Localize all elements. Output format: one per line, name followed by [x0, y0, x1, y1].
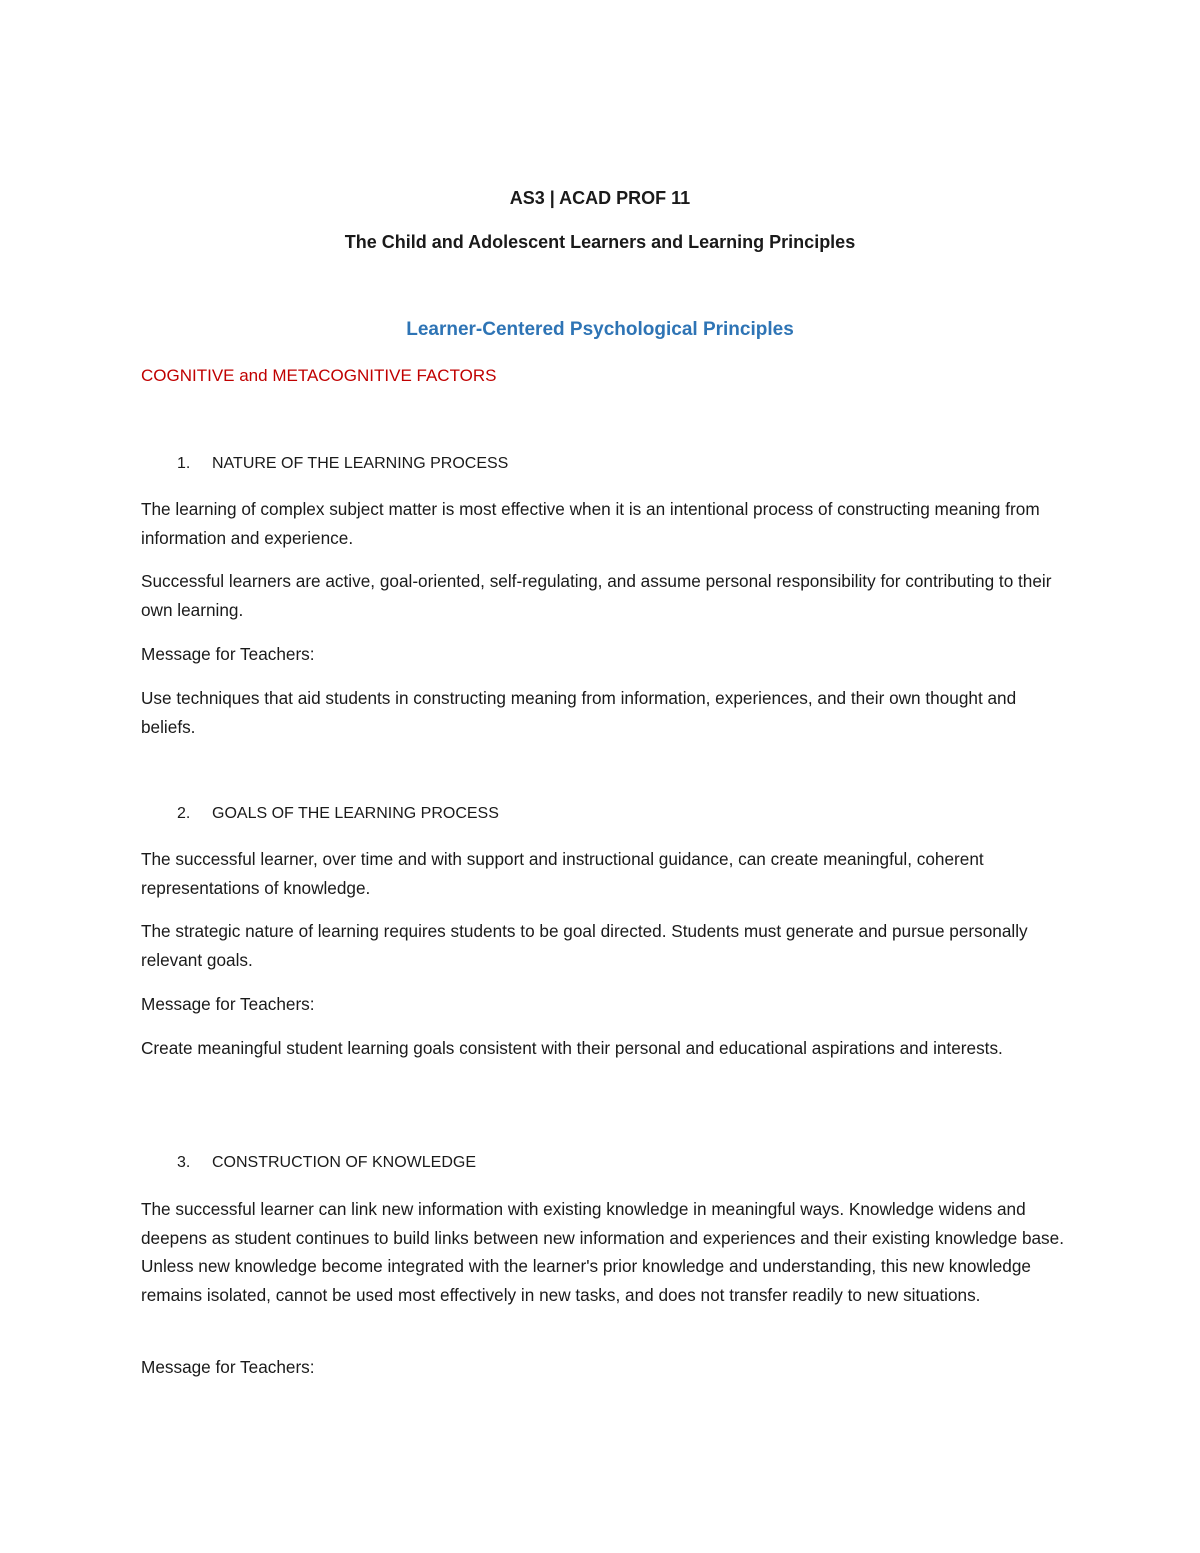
teacher-message: Create meaningful student learning goals consistent with their personal and educational aspirations and interests.	[141, 1038, 1003, 1058]
section-number: 3.	[177, 1154, 191, 1171]
factors-heading: COGNITIVE and METACOGNITIVE FACTORS	[141, 366, 497, 385]
section-title-text: GOALS OF THE LEARNING PROCESS	[212, 805, 499, 822]
message-label: Message for Teachers:	[141, 994, 315, 1014]
section-paragraph: The successful learner, over time and with support and instructional guidance, can create meaningful, coherent representations of knowledge.	[141, 849, 984, 898]
principles-title: Learner-Centered Psychological Principles	[406, 319, 794, 340]
section-paragraph: The successful learner can link new information with existing knowledge in meaningful ways. Knowledge widens and deepens as student continues to build links between new information and experiences and their existing knowledge base. Unless new knowledge become integrated with the learner's prior knowledge and understanding, this new knowledge remains isolated, cannot be used most effectively in new tasks, and does not transfer readily to new situations.	[141, 1199, 1064, 1305]
course-title-heading: The Child and Adolescent Learners and Learning Principles	[344, 232, 856, 252]
section-title-text: NATURE OF THE LEARNING PROCESS	[212, 455, 509, 472]
section-title	[177, 455, 508, 473]
section-paragraph: The strategic nature of learning requires students to be goal directed. Students must generate and pursue personally relevant goals.	[141, 921, 1028, 970]
teacher-message: Use techniques that aid students in constructing meaning from information, experiences, and their own thought and beliefs.	[141, 688, 1017, 737]
section-number: 2.	[177, 805, 191, 822]
section-title	[177, 1154, 476, 1172]
section-title	[177, 805, 499, 823]
section-paragraph: The learning of complex subject matter is most effective when it is an intentional process of constructing meaning from information and experience.	[141, 499, 1040, 548]
course-code-heading: AS3 | ACAD PROF 11	[509, 188, 691, 208]
message-label: Message for Teachers:	[141, 1357, 315, 1377]
section-title-text: CONSTRUCTION OF KNOWLEDGE	[212, 1154, 477, 1171]
section-paragraph: Successful learners are active, goal-oriented, self-regulating, and assume personal responsibility for contributing to their own learning.	[141, 571, 1052, 620]
message-label: Message for Teachers:	[141, 644, 315, 664]
section-number: 1.	[177, 455, 191, 472]
